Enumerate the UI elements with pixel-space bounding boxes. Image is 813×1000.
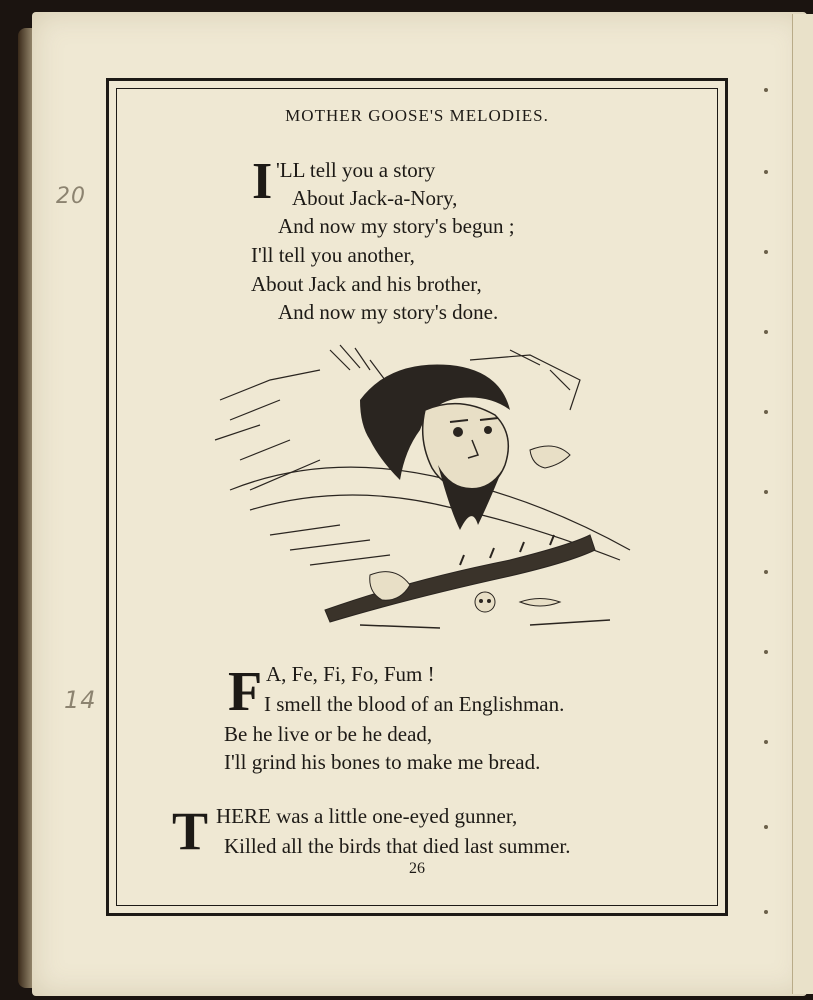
margin-pencil-note: 20	[56, 184, 86, 209]
verse2-line: I'll grind his bones to make me bread.	[224, 750, 541, 774]
verse2-line: Be he live or be he dead,	[224, 722, 433, 746]
drop-cap-verse2: F	[228, 661, 263, 723]
verse2-line: I smell the blood of an Englishman.	[264, 692, 565, 716]
verse3-first-line: HERE was a little one-eyed gunner,	[216, 804, 518, 828]
page-mark	[764, 330, 768, 334]
page-mark	[764, 825, 768, 829]
verse1-line: And now my story's done.	[278, 300, 499, 324]
page-mark	[764, 910, 768, 914]
verse1-first-line: 'LL tell you a story	[276, 158, 436, 182]
verse1-line: About Jack and his brother,	[251, 272, 482, 296]
page-number: 26	[409, 860, 425, 877]
page-mark	[764, 170, 768, 174]
drop-cap-verse3: T	[172, 801, 209, 861]
margin-pencil-note: 14	[64, 686, 97, 714]
page-mark	[764, 250, 768, 254]
verse1-line: About Jack-a-Nory,	[292, 186, 458, 210]
verse3-line: Killed all the birds that died last summer.	[224, 834, 571, 858]
running-header: MOTHER GOOSE'S MELODIES.	[285, 106, 549, 125]
page-mark	[764, 570, 768, 574]
page-mark	[764, 490, 768, 494]
page-mark	[764, 650, 768, 654]
verse2-first-line: A, Fe, Fi, Fo, Fum !	[266, 662, 435, 686]
verse1-line: And now my story's begun ;	[278, 214, 515, 238]
page-mark	[764, 740, 768, 744]
next-page-edge	[792, 14, 813, 994]
page-mark	[764, 410, 768, 414]
drop-cap-verse1: I	[252, 153, 273, 210]
giant-illustration	[210, 340, 640, 640]
verse1-line: I'll tell you another,	[251, 243, 415, 267]
page-mark	[764, 88, 768, 92]
